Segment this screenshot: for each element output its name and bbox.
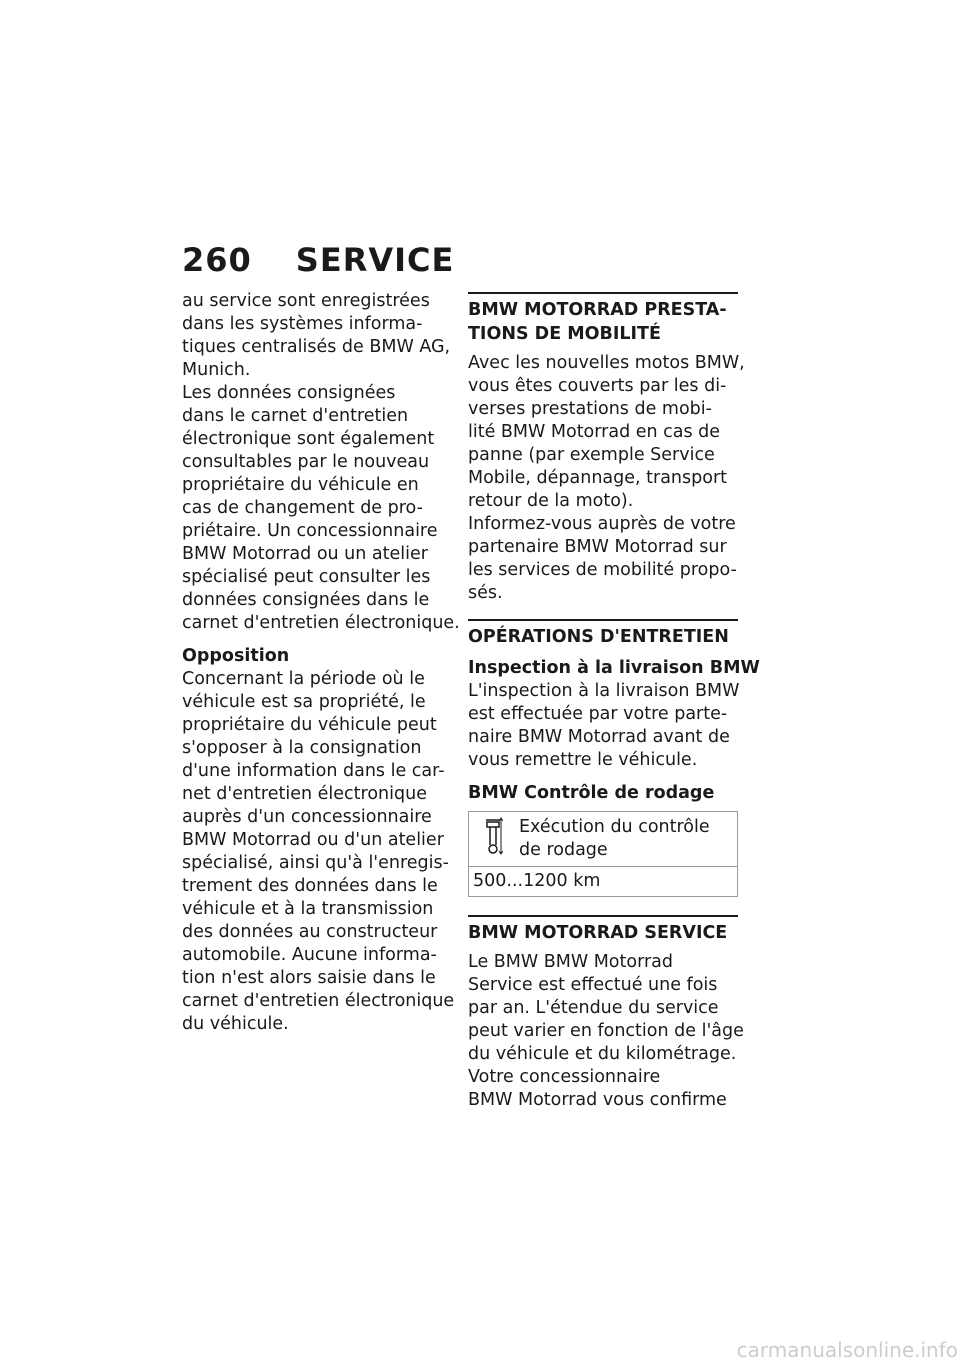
text-line: spécialisé peut consulter les: [182, 567, 431, 587]
text-line: priétaire. Un concessionnaire: [182, 521, 438, 541]
text-line: BMW Motorrad ou d'un atelier: [182, 830, 444, 850]
rodage-spec-value: 500...1200 km: [473, 871, 601, 891]
text-line: Le BMW BMW Motorrad: [468, 952, 674, 972]
text-line: panne (par exemple Service: [468, 445, 715, 465]
text-line: au service sont enregistrées: [182, 291, 430, 311]
section-divider: [468, 292, 738, 294]
intro-paragraph: [182, 290, 460, 635]
text-line: partenaire BMW Motorrad sur: [468, 537, 727, 557]
text-line: trement des données dans le: [182, 876, 438, 896]
text-line: des données au constructeur: [182, 922, 438, 942]
text-line: tion n'est alors saisie dans le: [182, 968, 436, 988]
mobility-paragraph: [468, 352, 745, 605]
section-divider: [468, 915, 738, 917]
text-line: retour de la moto).: [468, 491, 634, 511]
text-line: carnet d'entretien électronique: [182, 991, 455, 1011]
text-line: vous remettre le véhicule.: [468, 750, 698, 770]
text-line: peut varier en fonction de l'âge: [468, 1021, 744, 1041]
watermark: carmanualsonline.info: [736, 1338, 958, 1362]
text-line: véhicule et à la transmission: [182, 899, 434, 919]
section-title: SERVICE: [295, 241, 455, 279]
text-line: propriétaire du véhicule peut: [182, 715, 437, 735]
text-line: données consignées dans le: [182, 590, 430, 610]
text-line: est effectuée par votre parte-: [468, 704, 728, 724]
text-line: carnet d'entretien électronique.: [182, 613, 460, 633]
text-line: Avec les nouvelles motos BMW,: [468, 353, 745, 373]
rodage-heading: BMW Contrôle de rodage: [468, 783, 715, 803]
text-line: dans les systèmes informa-: [182, 314, 423, 334]
text-line: L'inspection à la livraison BMW: [468, 681, 740, 701]
rodage-spec-label-line: Exécution du contrôle: [519, 817, 710, 837]
mobility-title: [468, 298, 738, 346]
text-line: Concernant la période où le: [182, 669, 425, 689]
rodage-spec-label-line: de rodage: [519, 840, 608, 860]
text-line: verses prestations de mobi-: [468, 399, 712, 419]
right-column: [468, 292, 760, 1112]
page-number: 260: [182, 241, 252, 279]
service-wrench-icon: [483, 816, 503, 856]
text-line: automobile. Aucune informa-: [182, 945, 437, 965]
text-line: net d'entretien électronique: [182, 784, 427, 804]
mobility-title-line: BMW MOTORRAD PRESTA-: [468, 300, 727, 320]
rodage-spec-table: [468, 811, 738, 897]
mobility-title-line: TIONS DE MOBILITÉ: [468, 324, 661, 344]
maintenance-title: OPÉRATIONS D'ENTRETIEN: [468, 627, 729, 647]
text-line: Mobile, dépannage, transport: [468, 468, 728, 488]
text-line: consultables par le nouveau: [182, 452, 430, 472]
text-line: les services de mobilité propo-: [468, 560, 737, 580]
text-line: Informez-vous auprès de votre: [468, 514, 736, 534]
text-line: auprès d'un concessionnaire: [182, 807, 432, 827]
text-line: par an. L'étendue du service: [468, 998, 719, 1018]
text-line: Service est effectué une fois: [468, 975, 718, 995]
rodage-spec-label: [519, 816, 710, 862]
text-line: cas de changement de pro-: [182, 498, 423, 518]
text-line: s'opposer à la consignation: [182, 738, 422, 758]
opposition-paragraph: [182, 668, 455, 1036]
motorrad-service-title: BMW MOTORRAD SERVICE: [468, 923, 728, 943]
text-line: BMW Motorrad vous confirme: [468, 1090, 727, 1110]
text-line: d'une information dans le car-: [182, 761, 445, 781]
text-line: BMW Motorrad ou un atelier: [182, 544, 428, 564]
text-line: naire BMW Motorrad avant de: [468, 727, 730, 747]
inspection-heading: Inspection à la livraison BMW: [468, 658, 760, 678]
text-line: spécialisé, ainsi qu'à l'enregis-: [182, 853, 449, 873]
motorrad-service-paragraph: [468, 951, 744, 1112]
text-line: électronique sont également: [182, 429, 435, 449]
rodage-spec-label-row: [469, 812, 737, 867]
text-line: lité BMW Motorrad en cas de: [468, 422, 721, 442]
opposition-heading: Opposition: [182, 646, 290, 666]
page-header: [182, 240, 454, 280]
text-line: propriétaire du véhicule en: [182, 475, 419, 495]
text-line: sés.: [468, 583, 503, 603]
text-line: tiques centralisés de BMW AG,: [182, 337, 451, 357]
text-line: dans le carnet d'entretien: [182, 406, 409, 426]
text-line: du véhicule.: [182, 1014, 289, 1034]
left-column: [182, 290, 460, 1036]
inspection-paragraph: [468, 680, 738, 772]
text-line: vous êtes couverts par les di-: [468, 376, 727, 396]
text-line: Munich.: [182, 360, 251, 380]
section-divider: [468, 619, 738, 621]
text-line: Votre concessionnaire: [468, 1067, 661, 1087]
text-line: Les données consignées: [182, 383, 396, 403]
text-line: véhicule est sa propriété, le: [182, 692, 426, 712]
text-line: du véhicule et du kilométrage.: [468, 1044, 737, 1064]
